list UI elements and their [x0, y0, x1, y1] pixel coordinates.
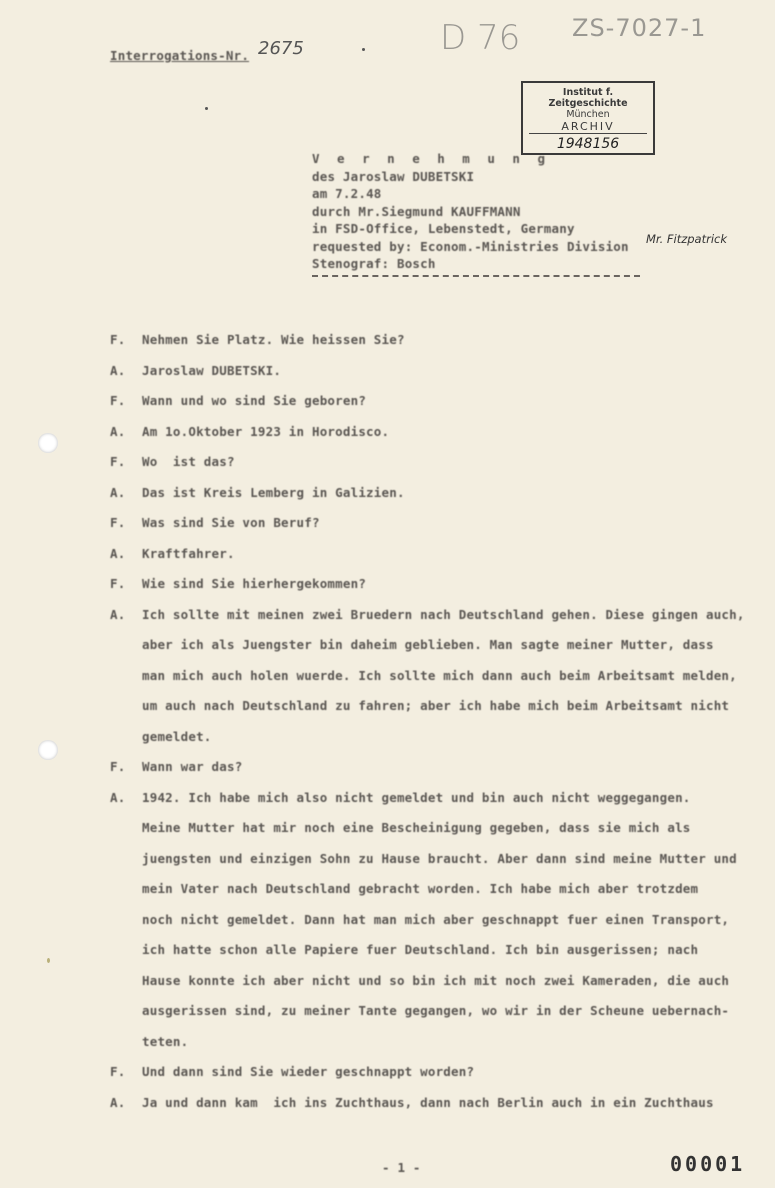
header-line: in FSD-Office, Lebenstedt, Germany [312, 221, 575, 236]
speaker-label: F. [110, 393, 126, 408]
header-title: V e r n e h m u n g [312, 151, 550, 166]
dialogue-line: aber ich als Juengster bin daheim geblieben. Man sagte meiner Mutter, dass [142, 637, 714, 652]
speaker-label: F. [110, 332, 126, 347]
punch-hole [38, 433, 58, 453]
interrogation-number: 2675 [258, 38, 304, 59]
dialogue-entry [110, 386, 767, 417]
speaker-label: F. [110, 759, 126, 774]
dialogue-line: um auch nach Deutschland zu fahren; aber ich habe mich beim Arbeitsamt nicht [142, 698, 730, 713]
dialogue-line: Meine Mutter hat mir noch eine Bescheinigung gegeben, dass sie mich als [142, 820, 691, 835]
dialogue-line: noch nicht gemeldet. Dann hat man mich aber geschnappt fuer einen Transport, [142, 911, 730, 927]
speaker-label: F. [110, 1064, 126, 1079]
dialogue-line: 1942. Ich habe mich also nicht gemeldet und bin auch nicht weggegangen. [142, 789, 691, 805]
stamp-city: München [566, 109, 610, 120]
speck [205, 107, 208, 110]
archive-number: 00001 [670, 1152, 746, 1176]
speaker-label: F. [110, 515, 126, 530]
dialogue-entry [110, 478, 767, 509]
dialogue-line: Das ist Kreis Lemberg in Galizien. [142, 484, 405, 500]
dialogue-line: man mich auch holen wuerde. Ich sollte mich dann auch beim Arbeitsamt melden, [142, 667, 737, 683]
dialogue-entry [110, 1088, 767, 1119]
dialogue-line: Kraftfahrer. [142, 545, 235, 561]
speck [47, 958, 50, 963]
dialogue-entry [110, 600, 767, 753]
interview-transcript [110, 325, 767, 1118]
dialogue-line: gemeldet. [142, 728, 212, 744]
speaker-label: A. [110, 606, 126, 622]
archive-stamp [521, 81, 655, 155]
dialogue-line: Nehmen Sie Platz. Wie heissen Sie? [142, 332, 405, 347]
stamp-institute: Institut f. Zeitgeschichte [548, 87, 628, 109]
speaker-label: A. [110, 362, 126, 378]
dialogue-entry [110, 752, 767, 783]
dialogue-line: Ich sollte mit meinen zwei Bruedern nach Deutschland gehen. Diese gingen auch, [142, 606, 745, 622]
header-line: durch Mr.Siegmund KAUFFMANN [312, 203, 521, 219]
dialogue-line: mein Vater nach Deutschland gebracht worden. Ich habe mich aber trotzdem [142, 881, 699, 896]
dialogue-line: ich hatte schon alle Papiere fuer Deutschland. Ich bin ausgerissen; nach [142, 942, 699, 957]
dialogue-line: Wann und wo sind Sie geboren? [142, 393, 367, 408]
dialogue-line: Am 1o.Oktober 1923 in Horodisco. [142, 423, 390, 439]
header-divider [312, 275, 640, 277]
dialogue-entry [110, 1057, 767, 1088]
speaker-label: A. [110, 545, 126, 561]
stamp-archive: ARCHIV [529, 120, 647, 134]
speck [362, 48, 365, 51]
dialogue-line: teten. [142, 1033, 189, 1049]
speaker-label: F. [110, 576, 126, 591]
dialogue-entry [110, 783, 767, 1058]
stamp-number: 1948156 [556, 136, 620, 152]
header-line: des Jaroslaw DUBETSKI [312, 168, 475, 184]
dialogue-line: Ja und dann kam ich ins Zuchthaus, dann nach Berlin auch in ein Zuchthaus [142, 1094, 714, 1110]
interrogation-label: Interrogations-Nr. [110, 48, 250, 63]
dialogue-entry [110, 539, 767, 570]
handwritten-zs-number: ZS-7027-1 [572, 14, 707, 42]
dialogue-line: Hause konnte ich aber nicht und so bin ich mit noch zwei Kameraden, die auch [142, 972, 730, 988]
dialogue-entry [110, 325, 767, 356]
dialogue-entry [110, 569, 767, 600]
handwritten-note: Mr. Fitzpatrick [646, 232, 728, 246]
speaker-label: A. [110, 484, 126, 500]
dialogue-line: Und dann sind Sie wieder geschnappt worden? [142, 1064, 475, 1079]
dialogue-entry [110, 508, 767, 539]
header-line: am 7.2.48 [312, 186, 382, 201]
speaker-label: A. [110, 1094, 126, 1110]
header-line: requested by: Econom.-Ministries Division [312, 238, 629, 254]
dialogue-line: Wann war das? [142, 759, 243, 774]
dialogue-entry [110, 356, 767, 387]
dialogue-line: juengsten und einzigen Sohn zu Hause braucht. Aber dann sind meine Mutter und [142, 850, 737, 866]
dialogue-entry [110, 447, 767, 478]
page-number: - 1 - [382, 1160, 421, 1175]
speaker-label: A. [110, 423, 126, 439]
dialogue-line: Was sind Sie von Beruf? [142, 515, 320, 530]
speaker-label: F. [110, 454, 126, 469]
handwritten-archive-code: D 76 [440, 18, 521, 58]
dialogue-entry [110, 417, 767, 448]
dialogue-line: Wo ist das? [142, 454, 235, 469]
header-line: Stenograf: Bosch [312, 256, 436, 271]
speaker-label: A. [110, 789, 126, 805]
dialogue-line: ausgerissen sind, zu meiner Tante gegangen, wo wir in der Scheune uebernach- [142, 1003, 730, 1018]
punch-hole [38, 740, 58, 760]
dialogue-line: Wie sind Sie hierhergekommen? [142, 576, 367, 591]
header-block [312, 150, 629, 273]
dialogue-line: Jaroslaw DUBETSKI. [142, 362, 282, 378]
